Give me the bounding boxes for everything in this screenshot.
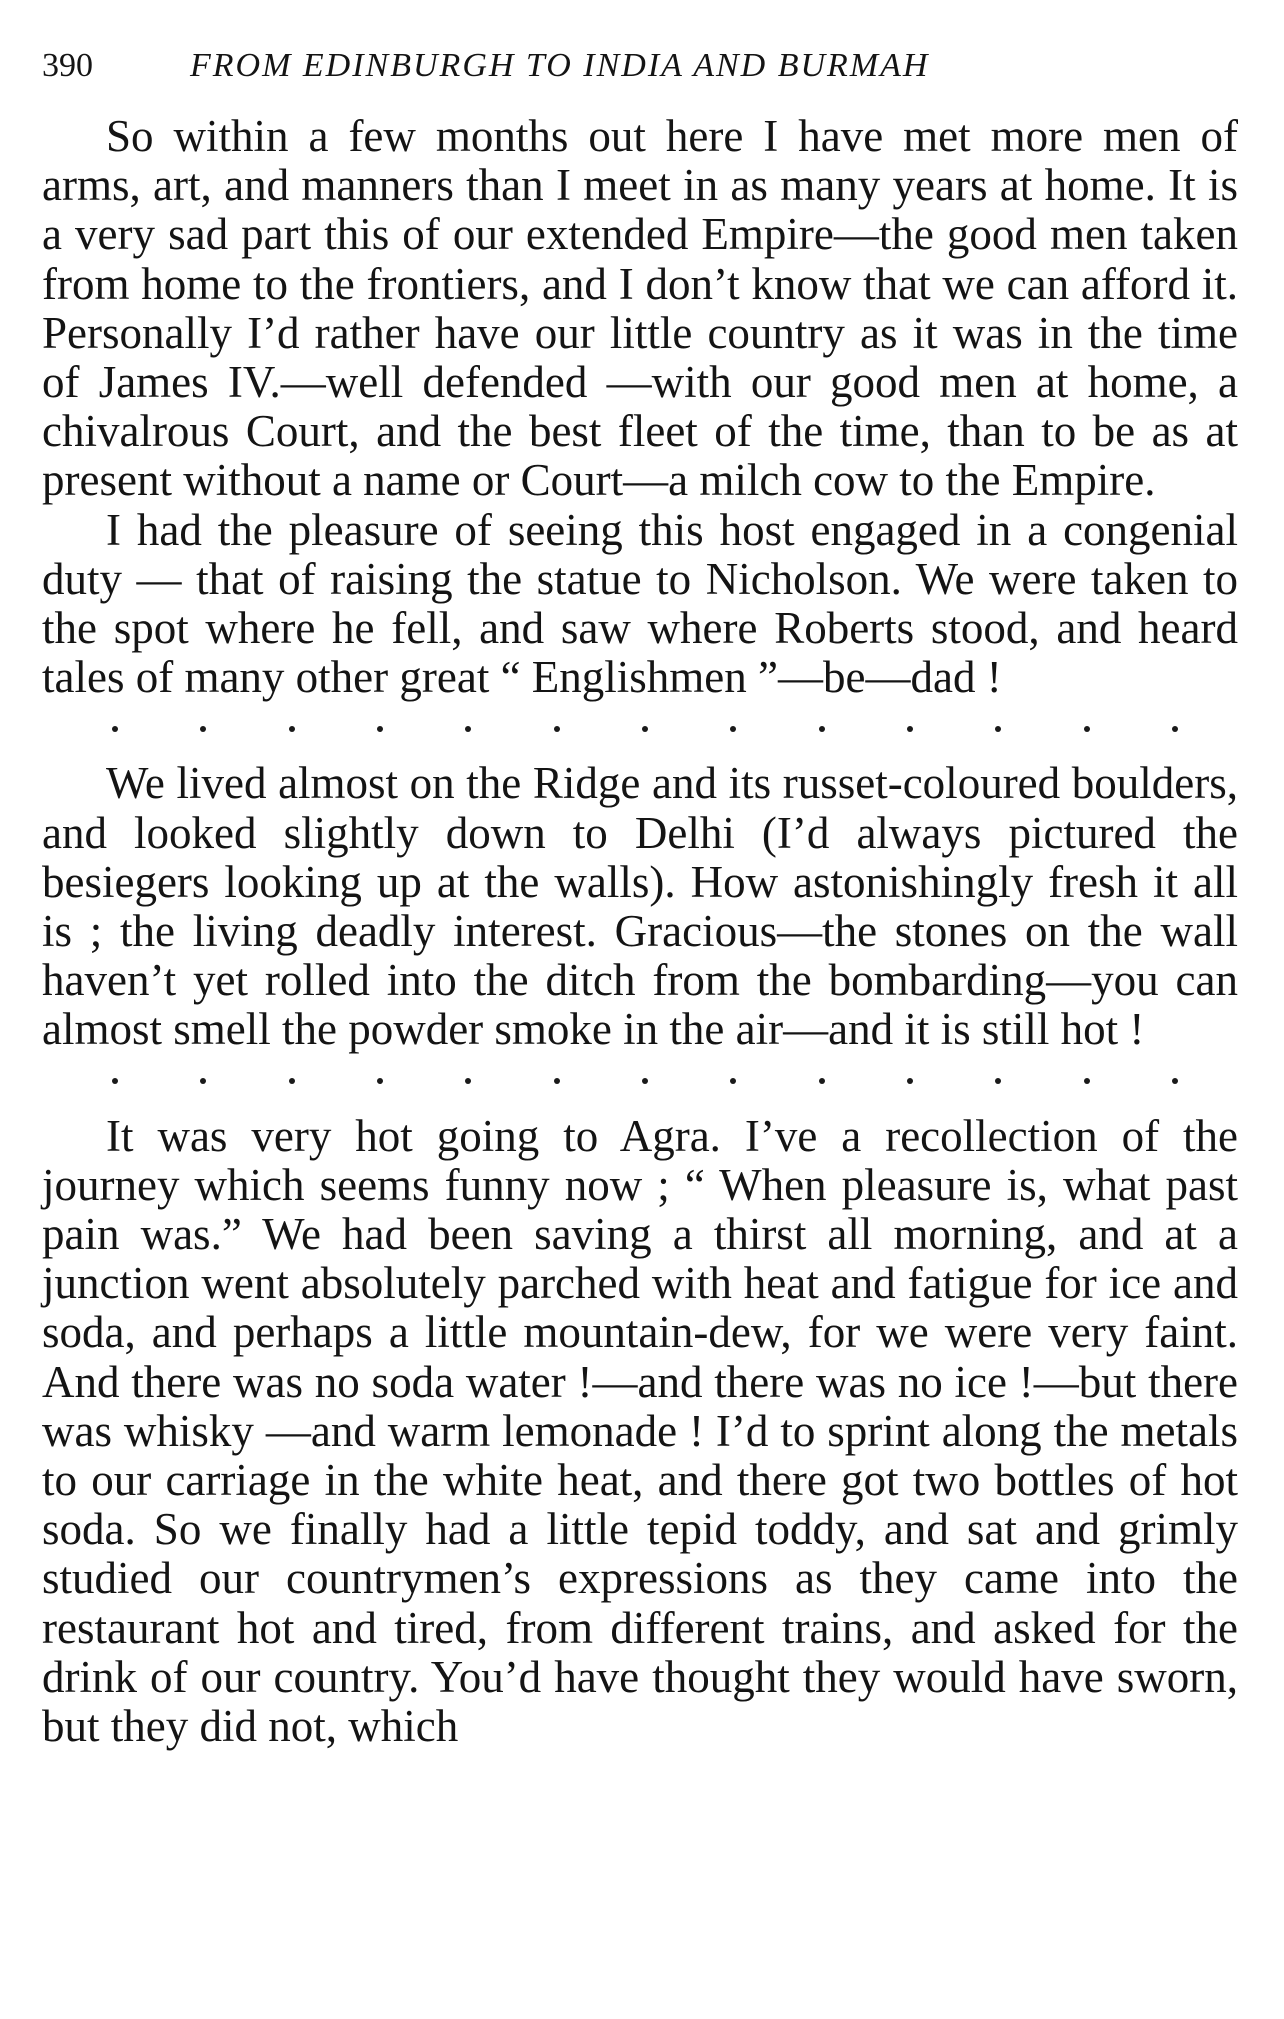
running-head: FROM EDINBURGH TO INDIA AND BURMAH <box>190 47 930 84</box>
ellipsis-dot <box>112 726 118 732</box>
ellipsis-dot <box>377 1078 383 1084</box>
page-header <box>42 40 1202 92</box>
ellipsis-dot <box>730 1078 736 1084</box>
ellipsis-dot <box>819 726 825 732</box>
paragraph-3: We lived almost on the Ridge and its russet-coloured boulders, and looked slightly down to Delhi (I’d always pictured the besiegers looking up at the walls). How astonishingly fresh it all is ; the living deadly interest. Gracious—the stones on the wall haven’t yet rolled into the ditch from the bombarding—you can almost smell the powder smoke in the air—and it is still hot ! <box>42 758 1238 1055</box>
ellipsis-dot <box>200 1078 206 1084</box>
section-break-dots <box>42 1057 1238 1106</box>
ellipsis-dot <box>377 726 383 732</box>
ellipsis-dot <box>819 1078 825 1084</box>
ellipsis-dot <box>1172 1078 1178 1084</box>
ellipsis-dot <box>112 1078 118 1084</box>
ellipsis-dot <box>907 1078 913 1084</box>
ellipsis-dot <box>289 726 295 732</box>
page-number: 390 <box>42 47 93 84</box>
ellipsis-dot <box>465 1078 471 1084</box>
paragraph-1: So within a few months out here I have met more men of arms, art, and manners than I meet in as many years at home. It is a very sad part this of our extended Empire—the good men taken from home to the frontiers, and I don’t know that we can afford it. Personally I’d rather have our little country as it was in the time of James IV.—well defended —with our good men at home, a chivalrous Court, and the best fleet of the time, than to be as at present without a name or Court—a milch cow to the Empire. <box>42 111 1238 506</box>
page-body <box>42 112 1238 1751</box>
ellipsis-dot <box>289 1078 295 1084</box>
ellipsis-dot <box>642 726 648 732</box>
ellipsis-dot <box>995 726 1001 732</box>
ellipsis-dot <box>995 1078 1001 1084</box>
ellipsis-dot <box>642 1078 648 1084</box>
ellipsis-dot <box>554 1078 560 1084</box>
ellipsis-dot <box>1084 1078 1090 1084</box>
ellipsis-dot <box>554 726 560 732</box>
ellipsis-dot <box>907 726 913 732</box>
ellipsis-dot <box>465 726 471 732</box>
ellipsis-dot <box>1172 726 1178 732</box>
ellipsis-dot <box>730 726 736 732</box>
paragraph-2: I had the pleasure of seeing this host engaged in a congenial duty — that of raising the statue to Nicholson. We were taken to the spot where he fell, and saw where Roberts stood, and heard tales of many other great “ Englishmen ”—be—dad ! <box>42 504 1238 703</box>
paragraph-4: It was very hot going to Agra. I’ve a recollection of the journey which seems funny now ; “ When pleasure is, what past pain was.” We had been saving a thirst all morning, and at a junction went absolutely parched with heat and fatigue for ice and soda, and perhaps a little mountain-dew, for we were very faint. And there was no soda water !—and there was no ice !—but there was whisky —and warm lemonade ! I’d to sprint along the metals to our carriage in the white heat, and there got two bottles of hot soda. So we finally had a little tepid toddy, and sat and grimly studied our countrymen’s expressions as they came into the restaurant hot and tired, from different trains, and asked for the drink of our country. You’d have thought they would have sworn, but they did not, which <box>42 1110 1238 1752</box>
section-break-dots <box>42 704 1238 753</box>
ellipsis-dot <box>1084 726 1090 732</box>
ellipsis-dot <box>200 726 206 732</box>
